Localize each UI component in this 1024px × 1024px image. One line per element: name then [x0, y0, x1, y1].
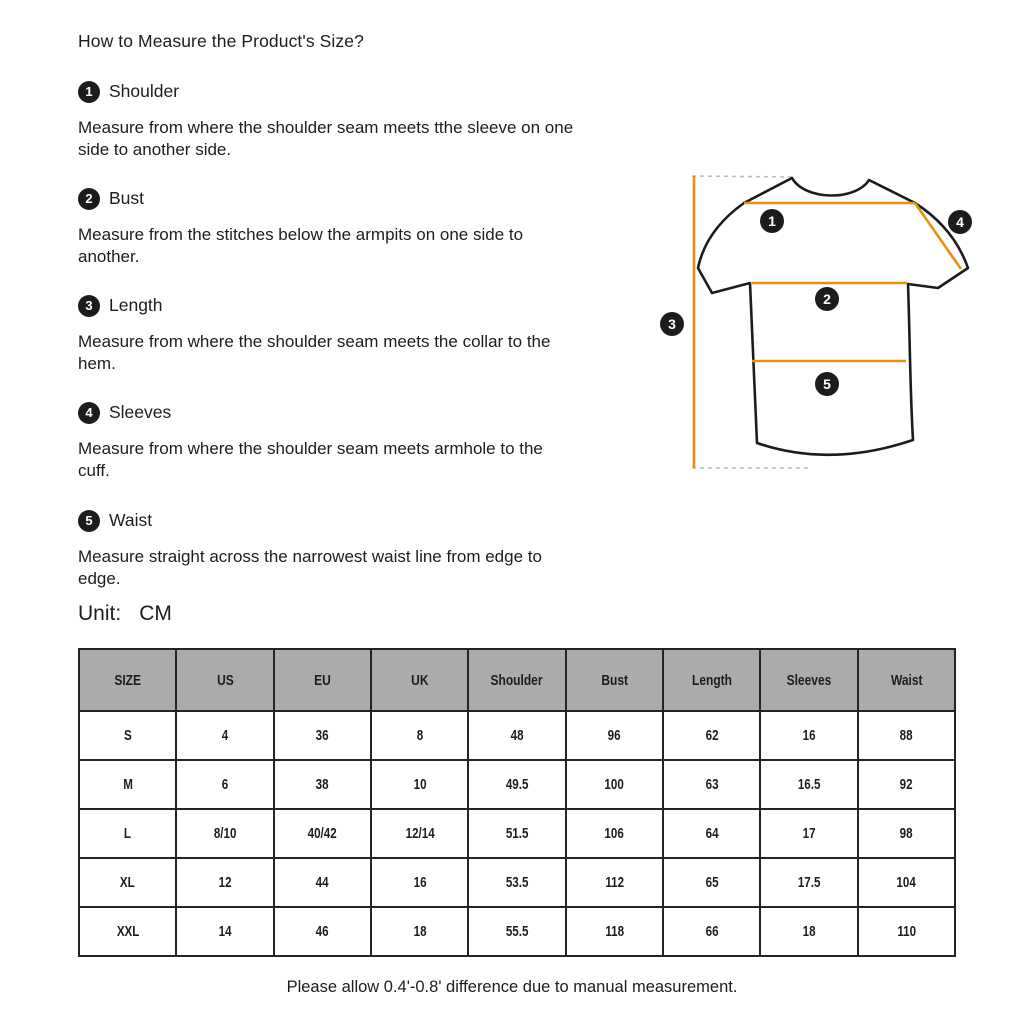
- table-cell: 17: [760, 809, 857, 858]
- table-cell: 104: [858, 858, 955, 907]
- section-head-bust: [78, 187, 144, 210]
- desc-line: Measure straight across the narrowest waist line from edge to: [78, 547, 542, 566]
- diagram-marker-3: [660, 312, 684, 336]
- section-head-waist: [78, 509, 152, 532]
- section-desc-bust: [78, 224, 638, 268]
- table-cell: 112: [566, 858, 663, 907]
- section-label-sleeves: Sleeves: [109, 402, 172, 422]
- table-cell: 18: [371, 907, 468, 956]
- table-cell: 110: [858, 907, 955, 956]
- section-label-shoulder: Shoulder: [109, 81, 180, 101]
- column-header-length: Length: [663, 649, 760, 711]
- desc-line: Measure from the stitches below the armpits on one side to: [78, 225, 524, 244]
- table-cell: 48: [468, 711, 565, 760]
- desc-line: Measure from where the shoulder seam meets armhole to the: [78, 439, 543, 458]
- table-cell: 4: [176, 711, 273, 760]
- table-cell: 66: [663, 907, 760, 956]
- section-head-shoulder: [78, 80, 179, 103]
- unit-line: [78, 602, 172, 626]
- table-row-xxl: [79, 907, 955, 956]
- column-header-us: US: [176, 649, 273, 711]
- size-table-body: [79, 711, 955, 956]
- section-desc-sleeves: [78, 438, 638, 482]
- table-cell: 88: [858, 711, 955, 760]
- table-cell: 17.5: [760, 858, 857, 907]
- section-desc-waist: [78, 546, 638, 590]
- desc-line: side to another side.: [78, 140, 232, 159]
- section-head-length: [78, 294, 163, 317]
- svg-text:2: 2: [823, 291, 831, 307]
- size-table-container: [78, 648, 956, 957]
- table-cell: 6: [176, 760, 273, 809]
- table-cell: 118: [566, 907, 663, 956]
- table-cell: 106: [566, 809, 663, 858]
- table-cell: L: [79, 809, 176, 858]
- table-cell: 36: [274, 711, 371, 760]
- svg-text:5: 5: [823, 376, 831, 392]
- table-cell: 62: [663, 711, 760, 760]
- number-badge-3-icon: 3: [78, 295, 100, 317]
- section-desc-shoulder: [78, 117, 638, 161]
- number-badge-1-icon: 1: [78, 81, 100, 103]
- svg-text:4: 4: [956, 214, 964, 230]
- desc-line: edge.: [78, 569, 121, 588]
- column-header-eu: EU: [274, 649, 371, 711]
- table-cell: S: [79, 711, 176, 760]
- table-cell: 64: [663, 809, 760, 858]
- desc-line: hem.: [78, 354, 116, 373]
- section-label-length: Length: [109, 295, 163, 315]
- desc-line: Measure from where the shoulder seam meets the collar to the: [78, 332, 551, 351]
- table-cell: 44: [274, 858, 371, 907]
- table-cell: XL: [79, 858, 176, 907]
- diagram-marker-5: [815, 372, 839, 396]
- table-cell: 46: [274, 907, 371, 956]
- diagram-marker-1: [760, 209, 784, 233]
- table-cell: 53.5: [468, 858, 565, 907]
- table-row-m: [79, 760, 955, 809]
- desc-line: another.: [78, 247, 140, 266]
- footer-note: Please allow 0.4'-0.8' difference due to manual measurement.: [286, 978, 738, 996]
- section-desc-length: [78, 331, 638, 375]
- table-cell: 98: [858, 809, 955, 858]
- desc-line: Measure from where the shoulder seam meets tthe sleeve on one: [78, 118, 574, 137]
- size-table: [78, 648, 956, 957]
- table-cell: 16.5: [760, 760, 857, 809]
- column-header-sleeves: Sleeves: [760, 649, 857, 711]
- column-header-uk: UK: [371, 649, 468, 711]
- section-label-bust: Bust: [109, 188, 145, 208]
- diagram-marker-2: [815, 287, 839, 311]
- column-header-bust: Bust: [566, 649, 663, 711]
- table-cell: 16: [371, 858, 468, 907]
- table-cell: XXL: [79, 907, 176, 956]
- top-guide-dash: [692, 176, 792, 177]
- table-cell: 12: [176, 858, 273, 907]
- section-label-waist: Waist: [109, 510, 153, 530]
- table-cell: 8: [371, 711, 468, 760]
- table-cell: M: [79, 760, 176, 809]
- header-row: [79, 649, 955, 711]
- svg-text:1: 1: [768, 213, 776, 229]
- tshirt-measurement-diagram: [640, 150, 1024, 500]
- unit-label: Unit:: [78, 602, 122, 625]
- unit-value: CM: [139, 602, 172, 625]
- table-cell: 40/42: [274, 809, 371, 858]
- table-cell: 38: [274, 760, 371, 809]
- table-row-xl: [79, 858, 955, 907]
- table-cell: 16: [760, 711, 857, 760]
- table-cell: 100: [566, 760, 663, 809]
- table-cell: 49.5: [468, 760, 565, 809]
- desc-line: cuff.: [78, 461, 110, 480]
- size-table-header: [79, 649, 955, 711]
- table-cell: 63: [663, 760, 760, 809]
- table-cell: 8/10: [176, 809, 273, 858]
- table-cell: 92: [858, 760, 955, 809]
- page-title: How to Measure the Product's Size?: [78, 31, 364, 51]
- column-header-size: SIZE: [79, 649, 176, 711]
- svg-text:3: 3: [668, 316, 676, 332]
- table-cell: 55.5: [468, 907, 565, 956]
- column-header-waist: Waist: [858, 649, 955, 711]
- table-cell: 18: [760, 907, 857, 956]
- diagram-marker-4: [948, 210, 972, 234]
- table-cell: 10: [371, 760, 468, 809]
- table-cell: 14: [176, 907, 273, 956]
- table-row-l: [79, 809, 955, 858]
- section-head-sleeves: [78, 401, 171, 424]
- table-row-s: [79, 711, 955, 760]
- number-badge-2-icon: 2: [78, 188, 100, 210]
- number-badge-5-icon: 5: [78, 510, 100, 532]
- table-cell: 65: [663, 858, 760, 907]
- table-cell: 96: [566, 711, 663, 760]
- column-header-shoulder: Shoulder: [468, 649, 565, 711]
- table-cell: 12/14: [371, 809, 468, 858]
- table-cell: 51.5: [468, 809, 565, 858]
- number-badge-4-icon: 4: [78, 402, 100, 424]
